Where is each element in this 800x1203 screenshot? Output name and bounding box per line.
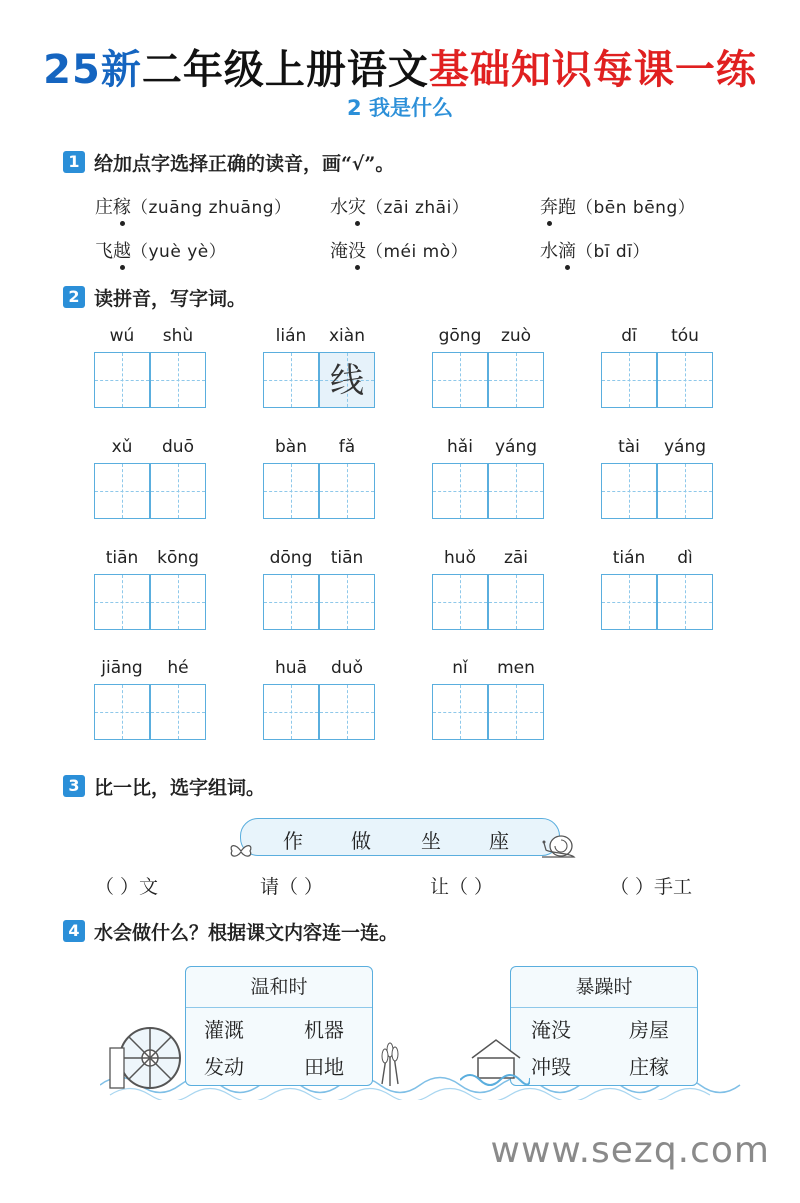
fierce-header: 暴躁时 (511, 967, 697, 1008)
cell-character (320, 464, 374, 518)
pinyin-label: hé (167, 658, 189, 678)
connect-word[interactable]: 发动 (204, 1055, 244, 1079)
writing-cell[interactable] (94, 352, 150, 408)
writing-cell[interactable] (601, 352, 657, 408)
pinyin-label: shù (162, 326, 194, 346)
pinyin-label: gōng (438, 326, 482, 346)
writing-cell[interactable] (319, 352, 375, 408)
pinyin-label: bàn (275, 437, 307, 457)
blank-4[interactable]: （ ）手工 (610, 876, 693, 898)
question-3-text: 比一比，选字组词。 (94, 777, 266, 799)
writing-cell[interactable] (432, 684, 488, 740)
writing-cell[interactable] (432, 463, 488, 519)
cell-character (658, 353, 712, 407)
pinyin-label: duǒ (331, 658, 363, 678)
pinyin-label: fǎ (338, 437, 356, 457)
connect-word[interactable]: 淹没 (531, 1018, 571, 1042)
q1-item-4[interactable]: 飞越（yuè yè） (95, 237, 226, 263)
pinyin-label: duō (162, 437, 194, 457)
cell-character (95, 464, 149, 518)
pinyin-label: dōng (269, 548, 313, 568)
connect-word[interactable]: 灌溉 (204, 1018, 244, 1042)
pinyin-label: jiāng (101, 658, 143, 678)
question-1-text: 给加点字选择正确的读音，画“√”。 (94, 153, 395, 175)
pinyin-label: kōng (157, 548, 199, 568)
writing-cell[interactable] (319, 684, 375, 740)
mild-water-box (185, 966, 373, 1086)
writing-cell[interactable] (150, 463, 206, 519)
cell-character (489, 685, 543, 739)
writing-cell[interactable] (488, 684, 544, 740)
cell-character (658, 464, 712, 518)
flooded-house-icon (460, 1032, 530, 1087)
pinyin-label: zuò (500, 326, 532, 346)
cell-character (264, 575, 318, 629)
writing-cell[interactable] (601, 574, 657, 630)
writing-cell[interactable] (657, 463, 713, 519)
blank-3[interactable]: 让（ ） (430, 876, 494, 898)
writing-cell[interactable] (263, 463, 319, 519)
cell-character (602, 464, 656, 518)
cell-character (433, 575, 487, 629)
question-1-number: 1 (63, 151, 85, 173)
cell-character (489, 353, 543, 407)
pinyin-label: xiàn (329, 326, 365, 346)
writing-cell[interactable] (94, 684, 150, 740)
writing-cell[interactable] (150, 352, 206, 408)
fierce-water-box (510, 966, 698, 1086)
choice-char: 做 (351, 829, 371, 853)
cell-character (95, 575, 149, 629)
connect-word[interactable]: 房屋 (629, 1018, 669, 1042)
pinyin-label: zāi (503, 548, 529, 568)
snail-icon (540, 833, 576, 861)
cell-character (264, 464, 318, 518)
q1-item-2[interactable]: 水灾（zāi zhāi） (330, 193, 469, 219)
pinyin-label: men (497, 658, 535, 678)
cell-character (658, 575, 712, 629)
writing-cell[interactable] (657, 574, 713, 630)
writing-cell[interactable] (432, 574, 488, 630)
writing-cell[interactable] (319, 463, 375, 519)
pinyin-label: tài (618, 437, 640, 457)
q1-item-6[interactable]: 水滴（bī dī） (540, 237, 650, 263)
writing-cell[interactable] (94, 574, 150, 630)
pinyin-label: nǐ (452, 658, 468, 678)
cell-character (433, 685, 487, 739)
blank-2[interactable]: 请（ ） (260, 876, 324, 898)
cell-character (95, 685, 149, 739)
cell-character (151, 685, 205, 739)
question-4-text: 水会做什么？根据课文内容连一连。 (94, 922, 399, 944)
q1-item-1[interactable]: 庄稼（zuāng zhuāng） (95, 193, 292, 219)
page-title: 25新二年级上册语文基础知识每课一练 (43, 46, 757, 93)
pinyin-label: lián (275, 326, 307, 346)
writing-cell[interactable] (319, 574, 375, 630)
pinyin-label: tóu (671, 326, 699, 346)
mild-header: 温和时 (186, 967, 372, 1008)
choice-banner (240, 818, 560, 856)
writing-cell[interactable] (150, 574, 206, 630)
cell-character (602, 575, 656, 629)
cell-character (151, 464, 205, 518)
choice-char: 坐 (421, 829, 441, 853)
pinyin-label: tián (612, 548, 646, 568)
question-3-number: 3 (63, 775, 85, 797)
cell-character: 线 (330, 361, 364, 401)
writing-cell[interactable] (263, 352, 319, 408)
pinyin-label: yáng (494, 437, 538, 457)
choice-char: 座 (489, 829, 509, 853)
writing-cell[interactable] (263, 684, 319, 740)
connect-word[interactable]: 冲毁 (531, 1055, 571, 1079)
pinyin-label: dì (677, 548, 693, 568)
choice-char: 作 (283, 829, 303, 853)
cell-character (151, 353, 205, 407)
watermark: www.sezq.com (490, 1130, 770, 1171)
q1-item-5[interactable]: 淹没（méi mò） (330, 237, 468, 263)
cell-character (433, 353, 487, 407)
blank-1[interactable]: （ ）文 (95, 876, 159, 898)
writing-cell[interactable] (488, 463, 544, 519)
question-4-number: 4 (63, 920, 85, 942)
cell-character (264, 353, 318, 407)
writing-cell[interactable] (263, 574, 319, 630)
cell-character (320, 575, 374, 629)
pinyin-label: tiān (330, 548, 364, 568)
butterfly-icon (228, 840, 254, 862)
cell-character (489, 575, 543, 629)
pinyin-label: wú (109, 326, 135, 346)
connect-word[interactable]: 田地 (304, 1055, 344, 1079)
writing-cell[interactable] (488, 574, 544, 630)
cell-character (95, 353, 149, 407)
pinyin-label: xǔ (111, 437, 133, 457)
writing-cell[interactable] (432, 352, 488, 408)
cell-character (489, 464, 543, 518)
pinyin-label: huǒ (444, 548, 476, 568)
pinyin-label: yáng (663, 437, 707, 457)
cell-character (433, 464, 487, 518)
connect-word[interactable]: 庄稼 (629, 1055, 669, 1079)
cell-character (151, 575, 205, 629)
cell-character (602, 353, 656, 407)
lesson-subtitle: 2 我是什么 (347, 96, 453, 120)
pinyin-label: dī (621, 326, 637, 346)
connect-word[interactable]: 机器 (304, 1018, 344, 1042)
pinyin-label: tiān (105, 548, 139, 568)
writing-cell[interactable] (150, 684, 206, 740)
cell-character (264, 685, 318, 739)
q1-item-3[interactable]: 奔跑（bēn bēng） (540, 193, 695, 219)
pinyin-label: hǎi (447, 437, 473, 457)
question-2-number: 2 (63, 286, 85, 308)
pinyin-label: huā (275, 658, 307, 678)
writing-cell[interactable] (488, 352, 544, 408)
writing-cell[interactable] (94, 463, 150, 519)
wheat-icon (370, 1042, 410, 1087)
water-wheel-icon (108, 1018, 188, 1098)
writing-cell[interactable] (601, 463, 657, 519)
question-2-text: 读拼音，写字词。 (94, 288, 247, 310)
cell-character (320, 685, 374, 739)
writing-cell[interactable] (657, 352, 713, 408)
